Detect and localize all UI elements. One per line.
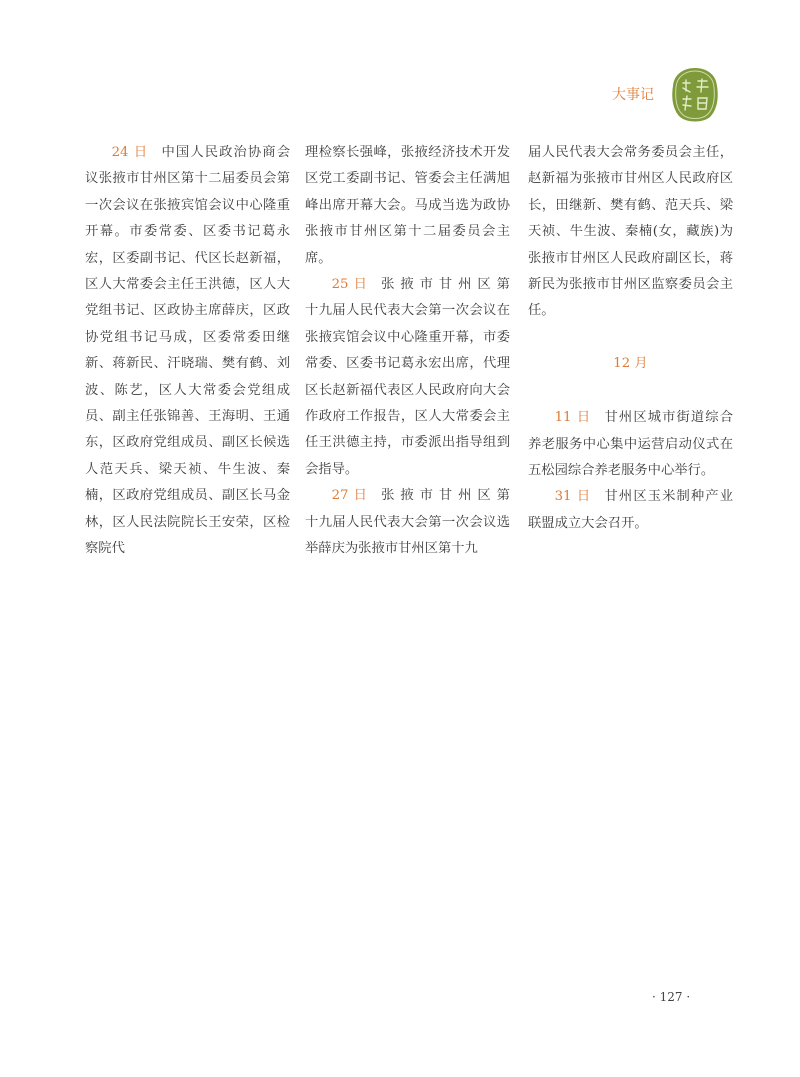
entry-date: 11 日 (554, 410, 592, 426)
text-column-2 (305, 140, 510, 563)
entry-paragraph (528, 484, 733, 537)
month-heading: 12 月 (613, 355, 648, 371)
text-column-1 (85, 140, 290, 563)
entry-paragraph (85, 140, 290, 563)
entry-continuation: 届人民代表大会常务委员会主任，赵新福为张掖市甘州区人民政府区长，田继新、樊有鹤、范天兵、梁天祯、牛生波、秦楠(女，藏族)为张掖市甘州区人民政府副区长，蒋新民为张掖市甘州区监察委员会主任。 (528, 145, 733, 319)
entry-paragraph (528, 405, 733, 484)
entry-text: 甘州区玉米制种产业联盟成立大会召开。 (528, 489, 733, 531)
seal-stamp-icon (670, 66, 720, 124)
entry-text: 甘州区城市街道综合养老服务中心集中运营启动仪式在五松园综合养老服务中心举行。 (528, 410, 733, 479)
entry-continuation: 理检察长强峰，张掖经济技术开发区党工委副书记、管委会主任满旭峰出席开幕大会。马成当选为政协张掖市甘州区第十二届委员会主席。 (305, 145, 510, 266)
entry-date: 25 日 (331, 277, 368, 293)
entry-text: 张 掖 市 甘 州 区 第十九届人民代表大会第一次会议在张掖宾馆会议中心隆重开幕，市委常委、区委书记葛永宏出席，代理区长赵新福代表区人民政府向大会作政府工作报告，区人大常委会主任王洪德主持，市委派出指导组到会指导。 (305, 277, 510, 477)
text-column-3 (528, 140, 733, 537)
entry-paragraph (305, 483, 510, 562)
entry-text: 张 掖 市 甘 州 区 第十九届人民代表大会第一次会议选举薛庆为张掖市甘州区第十九 (305, 488, 510, 557)
section-title: 大事记 (612, 87, 654, 103)
entry-date: 24 日 (111, 145, 149, 160)
entry-date: 31 日 (554, 489, 592, 505)
entry-date: 27 日 (331, 488, 368, 504)
entry-paragraph (305, 272, 510, 483)
entry-text: 中国人民政治协商会议张掖市甘州区第十二届委员会第一次会议在张掖宾馆会议中心隆重开幕。市委常委、区委书记葛永宏，区委副书记、代区长赵新福，区人大常委会主任王洪德，区人大党组书记、区政协主席薛庆，区政协党组书记马成，区委常委田继新、蒋新民、汗晓瑞、樊有鹤、刘波、陈艺，区人大常委会党组成员、副主任张锦善、王海明、王通东，区政府党组成员、副区长候选人范天兵、梁天祯、牛生波、秦楠，区政府党组成员、副区长马金林，区人民法院院长王安荣，区检察院代 (85, 145, 290, 557)
page-number: · 127 · (652, 990, 691, 1004)
